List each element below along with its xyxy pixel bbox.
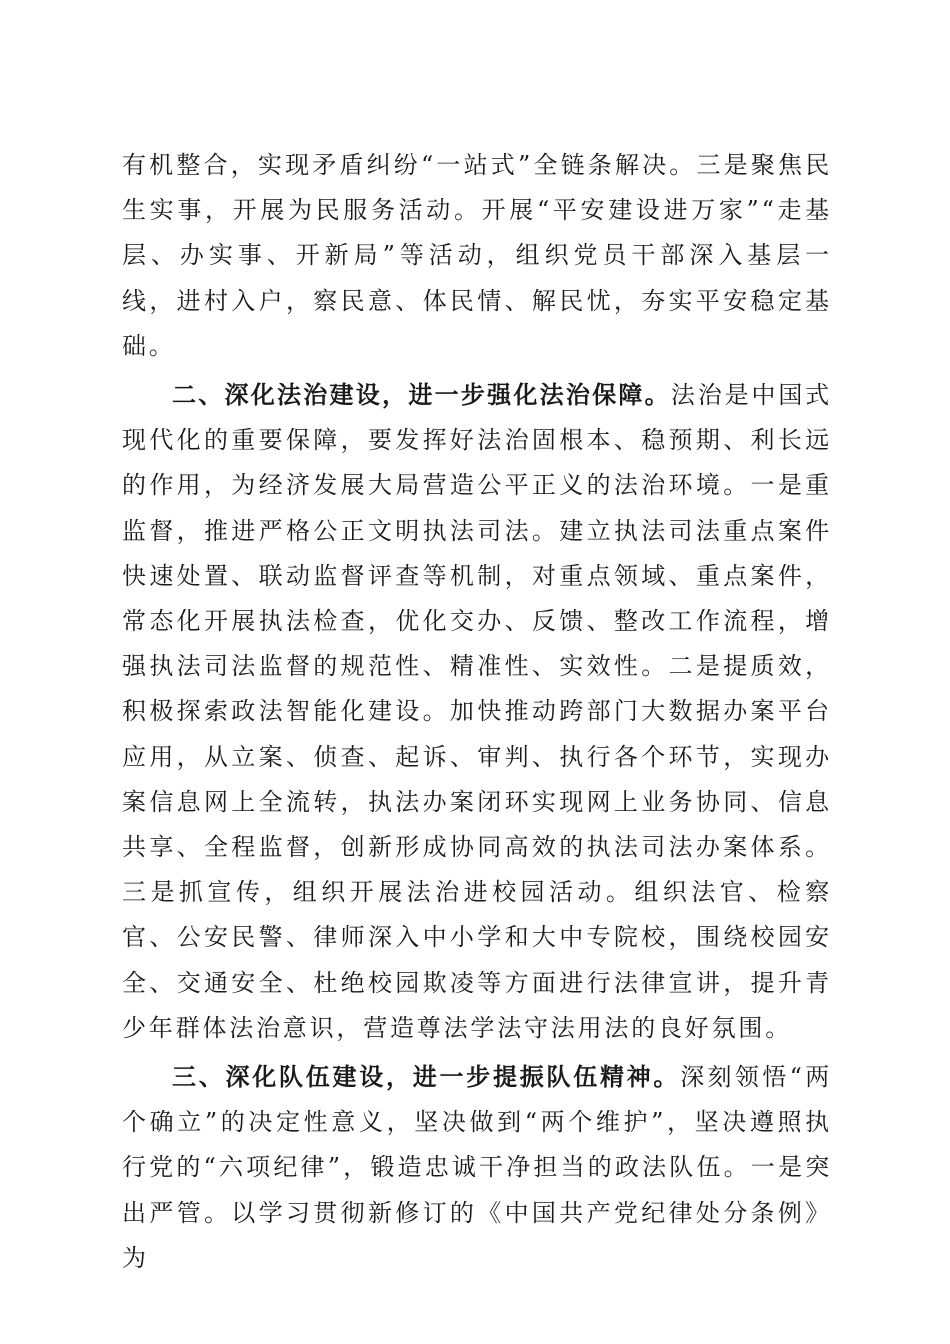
paragraph-team-building: [122, 1055, 832, 1281]
section-heading-team-building: 三、深化队伍建设，进一步提振队伍精神。: [172, 1063, 681, 1092]
paragraph-body: 法治是中国式现代化的重要保障，要发挥好法治固根本、稳预期、利长远的作用，为经济发展大局营造公平正义的法治环境。一是重监督，推进严格公正文明执法司法。建立执法司法重点案件快速处置、联动监督评查等机制，对重点领域、重点案件，常态化开展执法检查，优化交办、反馈、整改工作流程，增强执法司法监督的规范性、精准性、实效性。二是提质效，积极探索政法智能化建设。加快推动跨部门大数据办案平台应用，从立案、侦查、起诉、审判、执行各个环节，实现办案信息网上全流转，执法办案闭环实现网上业务协同、信息共享、全程监督，创新形成协同高效的执法司法办案体系。三是抓宣传，组织开展法治进校园活动。组织法官、检察官、公安民警、律师深入中小学和大中专院校，围绕校园安全、交通安全、杜绝校园欺凌等方面进行法律宣讲，提升青少年群体法治意识，营造尊法学法守法用法的良好氛围。: [122, 381, 832, 1042]
paragraph-body: 有机整合，实现矛盾纠纷“一站式”全链条解决。三是聚焦民生实事，开展为民服务活动。开展“平安建设进万家”“走基层、办实事、开新局”等活动，组织党员干部深入基层一线，进村入户，察民意、体民情、解民忧，夯实平安稳定基础。: [122, 151, 832, 360]
section-heading-rule-of-law: 二、深化法治建设，进一步强化法治保障。: [172, 381, 671, 410]
paragraph-body: 深刻领悟“两个确立”的决定性意义，坚决做到“两个维护”，坚决遵照执行党的“六项纪律”，锻造忠诚干净担当的政法队伍。一是突出严管。以学习贯彻新修订的《中国共产党纪律处分条例》为: [122, 1063, 832, 1272]
document-body: [122, 143, 832, 1281]
paragraph-rule-of-law: [122, 373, 832, 1051]
paragraph-continuation: [122, 143, 832, 369]
